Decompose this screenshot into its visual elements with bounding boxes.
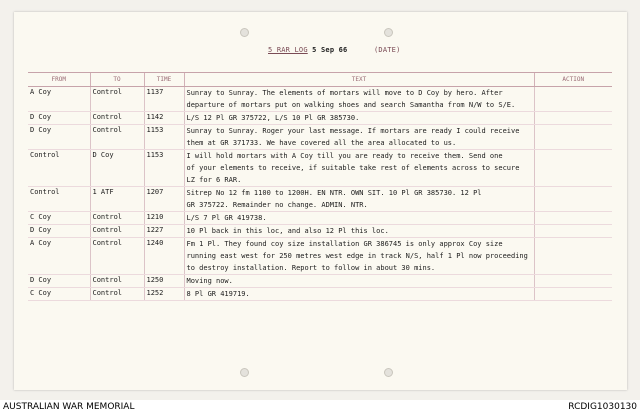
entry-action (534, 275, 612, 288)
entry-text-line: 10 Pl back in this loc, and also 12 Pl this loc. (186, 227, 389, 235)
archive-source: AUSTRALIAN WAR MEMORIAL (3, 402, 135, 412)
log-entry-row (28, 238, 612, 275)
column-header-action: ACTION (534, 73, 612, 87)
entry-from: D Coy (28, 225, 90, 238)
entry-text-line: departure of mortars put on walking shoes and search Samantha from N/W to S/E. (186, 101, 516, 109)
entry-from: D Coy (28, 112, 90, 125)
log-body (28, 87, 612, 301)
log-date: 5 Sep 66 (312, 46, 348, 54)
entry-action (534, 288, 612, 301)
entry-text (184, 212, 534, 225)
entry-text (184, 187, 534, 212)
footer (0, 400, 640, 415)
entry-text-line: 8 Pl GR 419719. (186, 290, 250, 298)
entry-text-line: them at GR 371733. We have covered all the area allocated to us. (186, 139, 457, 147)
entry-from: C Coy (28, 212, 90, 225)
entry-time: 1153 (144, 125, 184, 150)
entry-time: 1137 (144, 87, 184, 112)
entry-from: A Coy (28, 238, 90, 275)
log-entry-row (28, 288, 612, 301)
date-label: (DATE) (374, 46, 401, 54)
entry-time: 1250 (144, 275, 184, 288)
entry-text (184, 112, 534, 125)
entry-action (534, 238, 612, 275)
entry-to: Control (90, 212, 144, 225)
entry-to: Control (90, 275, 144, 288)
entry-text-line: running east west for 250 metres west edge in track N/S, half 1 Pl now proceeding (186, 252, 528, 260)
entry-text-line: to destroy installation. Report to follow in about 30 mins. (186, 264, 436, 272)
entry-text-line: Fm 1 Pl. They found coy size installation GR 386745 is only approx Coy size (186, 240, 503, 248)
entry-from: D Coy (28, 125, 90, 150)
archive-reference: RCDIG1030130 (568, 402, 637, 412)
log-header-row (28, 73, 612, 87)
entry-text-line: L/S 12 Pl GR 375722, L/S 10 Pl GR 385730. (186, 114, 360, 122)
entry-action (534, 225, 612, 238)
entry-text (184, 238, 534, 275)
entry-text (184, 288, 534, 301)
entry-time: 1153 (144, 150, 184, 187)
entry-text (184, 225, 534, 238)
entry-to: Control (90, 87, 144, 112)
punch-hole-icon (240, 28, 249, 37)
punch-hole-icon (240, 368, 249, 377)
log-entry-row (28, 112, 612, 125)
entry-time: 1240 (144, 238, 184, 275)
entry-action (534, 112, 612, 125)
entry-time: 1207 (144, 187, 184, 212)
unit-label: 5 RAR LOG (268, 46, 308, 54)
entry-text-line: L/S 7 Pl GR 419738. (186, 214, 267, 222)
column-header-from: FROM (28, 73, 90, 87)
entry-to: Control (90, 112, 144, 125)
entry-text-line: I will hold mortars with A Coy till you are ready to receive them. Send one (186, 152, 503, 160)
entry-text-line: GR 375722. Remainder no change. ADMIN. NTR. (186, 201, 368, 209)
entry-to: Control (90, 238, 144, 275)
entry-text-line: Sunray to Sunray. The elements of mortars will move to D Coy by hero. After (186, 89, 503, 97)
column-header-text: TEXT (184, 73, 534, 87)
entry-text (184, 87, 534, 112)
column-header-time: TIME (144, 73, 184, 87)
entry-to: Control (90, 288, 144, 301)
entry-text (184, 275, 534, 288)
entry-text-line: Sitrep No 12 fm 1100 to 1200H. EN NTR. OWN SIT. 10 Pl GR 385730. 12 Pl (186, 189, 482, 197)
punch-hole-icon (384, 368, 393, 377)
entry-text-line: Moving now. (186, 277, 233, 285)
entry-time: 1142 (144, 112, 184, 125)
entry-to: Control (90, 225, 144, 238)
entry-from: A Coy (28, 87, 90, 112)
entry-time: 1227 (144, 225, 184, 238)
entry-to: 1 ATF (90, 187, 144, 212)
log-header (268, 46, 418, 54)
entry-action (534, 125, 612, 150)
entry-time: 1210 (144, 212, 184, 225)
entry-text (184, 125, 534, 150)
entry-text-line: LZ for 6 RAR. (186, 176, 242, 184)
entry-action (534, 212, 612, 225)
entry-text-line: Sunray to Sunray. Roger your last message. If mortars are ready I could receive (186, 127, 520, 135)
column-header-to: TO (90, 73, 144, 87)
log-table (28, 72, 612, 301)
punch-hole-icon (384, 28, 393, 37)
entry-from: Control (28, 150, 90, 187)
entry-from: D Coy (28, 275, 90, 288)
entry-action (534, 87, 612, 112)
entry-from: C Coy (28, 288, 90, 301)
log-entry-row (28, 150, 612, 187)
entry-from: Control (28, 187, 90, 212)
log-entry-row (28, 225, 612, 238)
entry-action (534, 150, 612, 187)
entry-text (184, 150, 534, 187)
log-entry-row (28, 87, 612, 112)
entry-time: 1252 (144, 288, 184, 301)
entry-to: D Coy (90, 150, 144, 187)
log-entry-row (28, 125, 612, 150)
log-entry-row (28, 187, 612, 212)
log-entry-row (28, 275, 612, 288)
log-entry-row (28, 212, 612, 225)
entry-text-line: of your elements to receive, if suitable take rest of elements across to secure (186, 164, 520, 172)
entry-action (534, 187, 612, 212)
entry-to: Control (90, 125, 144, 150)
